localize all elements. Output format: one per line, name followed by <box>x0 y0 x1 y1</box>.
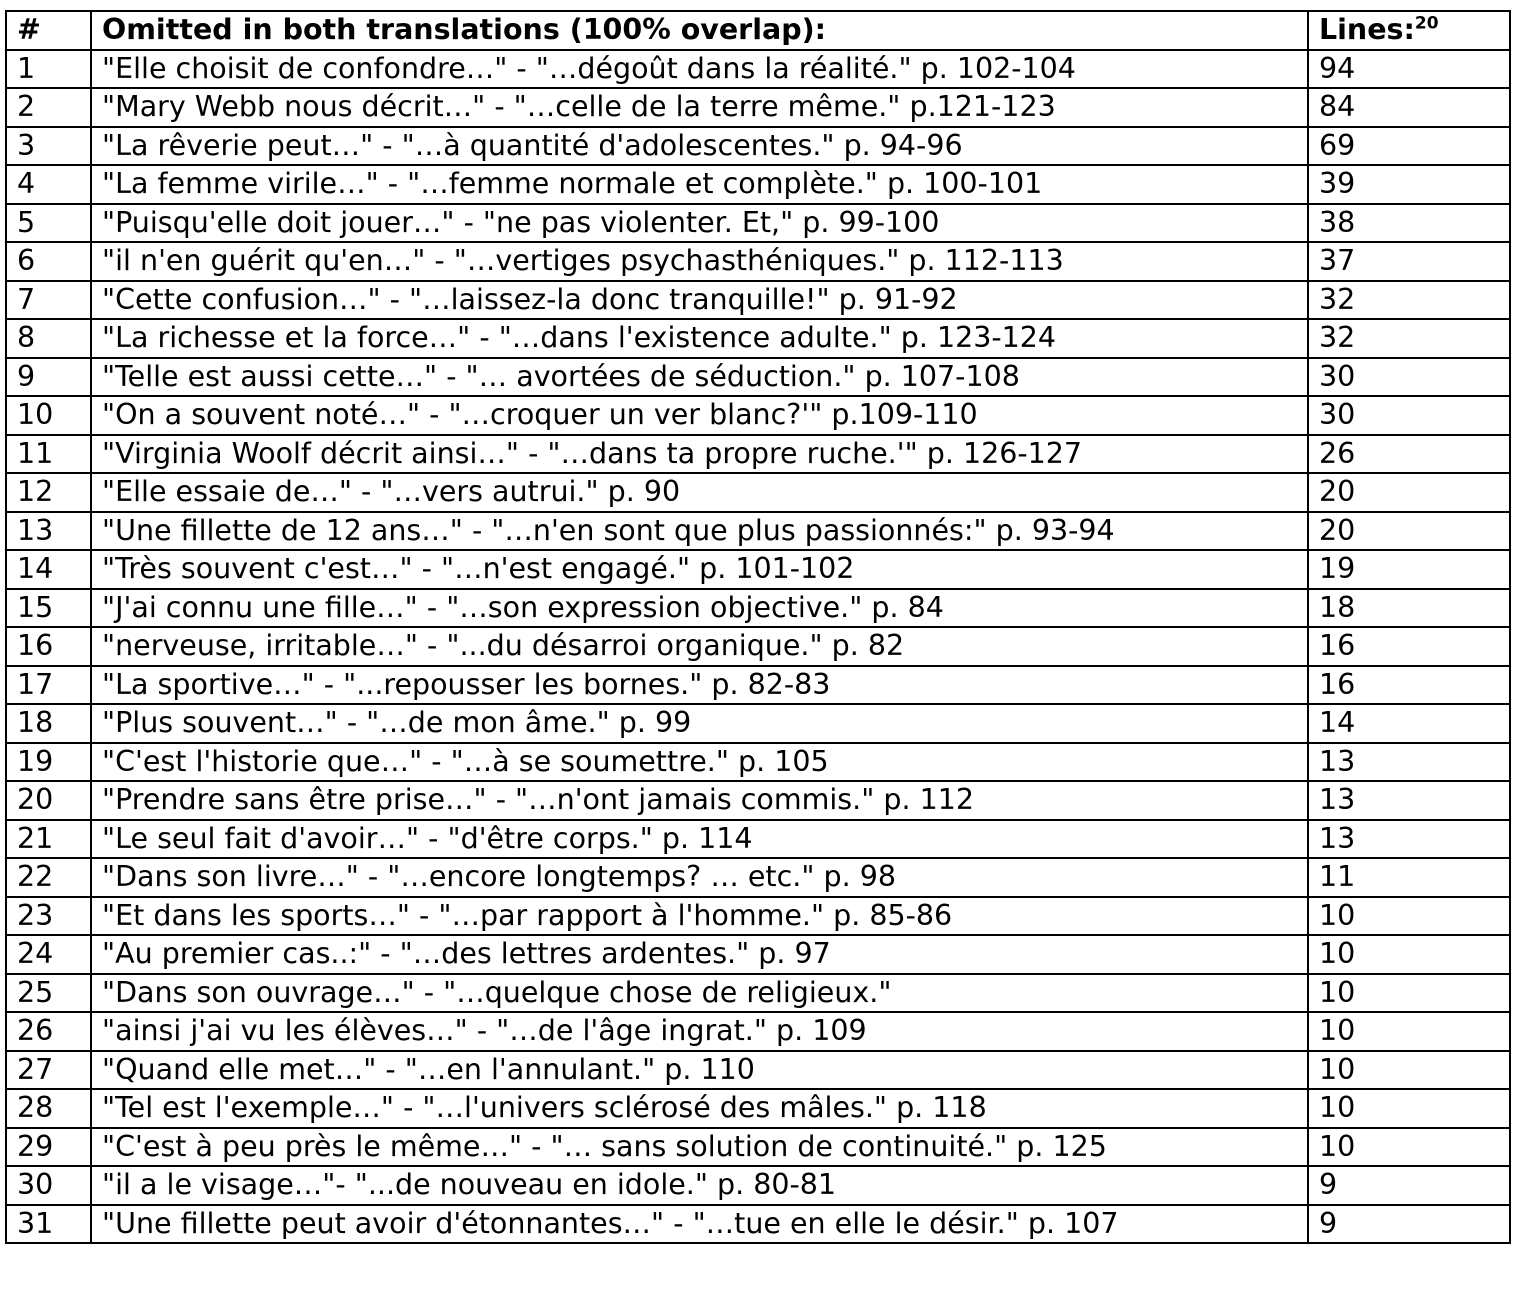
row-number: 11 <box>6 435 91 474</box>
omitted-passage: "Prendre sans être prise…" - "…n'ont jamais commis." p. 112 <box>91 781 1308 820</box>
omitted-passage: "Le seul fait d'avoir…" - "d'être corps." p. 114 <box>91 820 1308 859</box>
omitted-passage: "La richesse et la force…" - "…dans l'existence adulte." p. 123-124 <box>91 319 1308 358</box>
row-number: 3 <box>6 127 91 166</box>
line-count: 20 <box>1308 473 1510 512</box>
omitted-passage: "La sportive…" - "...repousser les bornes." p. 82-83 <box>91 666 1308 705</box>
row-number: 24 <box>6 935 91 974</box>
table-row <box>6 666 1510 705</box>
line-count: 18 <box>1308 589 1510 628</box>
line-count: 39 <box>1308 165 1510 204</box>
omitted-passage: "il a le visage…"- "...de nouveau en idole." p. 80-81 <box>91 1166 1308 1205</box>
row-number: 9 <box>6 358 91 397</box>
row-number: 5 <box>6 204 91 243</box>
table-row <box>6 897 1510 936</box>
omitted-passage: "Mary Webb nous décrit…" - "…celle de la terre même." p.121-123 <box>91 88 1308 127</box>
table-row <box>6 1089 1510 1128</box>
omitted-passage: "Elle choisit de confondre…" - "…dégoût dans la réalité." p. 102-104 <box>91 50 1308 89</box>
line-count: 13 <box>1308 820 1510 859</box>
table-row <box>6 1012 1510 1051</box>
table-row <box>6 1166 1510 1205</box>
line-count: 9 <box>1308 1166 1510 1205</box>
line-count: 16 <box>1308 627 1510 666</box>
table-row <box>6 1128 1510 1167</box>
line-count: 10 <box>1308 897 1510 936</box>
line-count: 10 <box>1308 1012 1510 1051</box>
header-lines-label: Lines: <box>1319 13 1415 47</box>
omitted-passage: "Une fillette de 12 ans…" - "…n'en sont que plus passionnés:" p. 93-94 <box>91 512 1308 551</box>
row-number: 13 <box>6 512 91 551</box>
table-row <box>6 88 1510 127</box>
line-count: 30 <box>1308 358 1510 397</box>
row-number: 22 <box>6 858 91 897</box>
table-row <box>6 704 1510 743</box>
table-row <box>6 396 1510 435</box>
line-count: 16 <box>1308 666 1510 705</box>
omitted-passage: "On a souvent noté…" - "…croquer un ver blanc?'" p.109-110 <box>91 396 1308 435</box>
line-count: 10 <box>1308 935 1510 974</box>
row-number: 6 <box>6 242 91 281</box>
line-count: 13 <box>1308 743 1510 782</box>
row-number: 23 <box>6 897 91 936</box>
omitted-passage: "Plus souvent…" - "…de mon âme." p. 99 <box>91 704 1308 743</box>
table-row <box>6 935 1510 974</box>
row-number: 30 <box>6 1166 91 1205</box>
line-count: 14 <box>1308 704 1510 743</box>
table-row <box>6 165 1510 204</box>
row-number: 20 <box>6 781 91 820</box>
line-count: 32 <box>1308 319 1510 358</box>
omitted-passage: "nerveuse, irritable…" - "...du désarroi organique." p. 82 <box>91 627 1308 666</box>
omitted-passage: "il n'en guérit qu'en…" - "…vertiges psychasthéniques." p. 112-113 <box>91 242 1308 281</box>
header-lines <box>1308 11 1510 50</box>
omitted-passage: "J'ai connu une fille…" - "…son expression objective." p. 84 <box>91 589 1308 628</box>
row-number: 28 <box>6 1089 91 1128</box>
line-count: 10 <box>1308 1051 1510 1090</box>
table-row <box>6 50 1510 89</box>
omitted-passage: "La femme virile…" - "…femme normale et complète." p. 100-101 <box>91 165 1308 204</box>
table-row <box>6 589 1510 628</box>
omitted-passage: "Puisqu'elle doit jouer…" - "ne pas violenter. Et," p. 99-100 <box>91 204 1308 243</box>
table-row <box>6 242 1510 281</box>
row-number: 4 <box>6 165 91 204</box>
table-row <box>6 974 1510 1013</box>
row-number: 15 <box>6 589 91 628</box>
row-number: 1 <box>6 50 91 89</box>
line-count: 69 <box>1308 127 1510 166</box>
table-row <box>6 512 1510 551</box>
row-number: 16 <box>6 627 91 666</box>
row-number: 8 <box>6 319 91 358</box>
omitted-passage: "Tel est l'exemple…" - "…l'univers sclérosé des mâles." p. 118 <box>91 1089 1308 1128</box>
omitted-passage: "Et dans les sports…" - "…par rapport à l'homme." p. 85-86 <box>91 897 1308 936</box>
line-count: 10 <box>1308 1089 1510 1128</box>
table-row <box>6 358 1510 397</box>
omitted-passage: "La rêverie peut…" - "…à quantité d'adolescentes." p. 94-96 <box>91 127 1308 166</box>
table-row <box>6 1051 1510 1090</box>
row-number: 21 <box>6 820 91 859</box>
table-row <box>6 204 1510 243</box>
omitted-passage: "Cette confusion…" - "…laissez-la donc tranquille!" p. 91-92 <box>91 281 1308 320</box>
omitted-passage: "Dans son ouvrage…" - "…quelque chose de religieux." <box>91 974 1308 1013</box>
table-row <box>6 1205 1510 1244</box>
table-header-row <box>6 11 1510 50</box>
line-count: 26 <box>1308 435 1510 474</box>
line-count: 10 <box>1308 1128 1510 1167</box>
line-count: 38 <box>1308 204 1510 243</box>
table-row <box>6 820 1510 859</box>
table-row <box>6 319 1510 358</box>
row-number: 31 <box>6 1205 91 1244</box>
table-row <box>6 435 1510 474</box>
table-row <box>6 781 1510 820</box>
line-count: 32 <box>1308 281 1510 320</box>
omitted-passage: "C'est à peu près le même…" - "… sans solution de continuité." p. 125 <box>91 1128 1308 1167</box>
row-number: 17 <box>6 666 91 705</box>
table-row <box>6 858 1510 897</box>
table-row <box>6 281 1510 320</box>
footnote-marker: 20 <box>1414 13 1439 34</box>
line-count: 13 <box>1308 781 1510 820</box>
table-row <box>6 550 1510 589</box>
line-count: 9 <box>1308 1205 1510 1244</box>
omitted-passage: "Quand elle met…" - "…en l'annulant." p. 110 <box>91 1051 1308 1090</box>
omitted-passage: "Telle est aussi cette…" - "… avortées de séduction." p. 107-108 <box>91 358 1308 397</box>
line-count: 84 <box>1308 88 1510 127</box>
omitted-passage: "Elle essaie de…" - "…vers autrui." p. 90 <box>91 473 1308 512</box>
table-row <box>6 127 1510 166</box>
row-number: 7 <box>6 281 91 320</box>
row-number: 10 <box>6 396 91 435</box>
row-number: 29 <box>6 1128 91 1167</box>
line-count: 20 <box>1308 512 1510 551</box>
line-count: 30 <box>1308 396 1510 435</box>
row-number: 26 <box>6 1012 91 1051</box>
omitted-passage: "Dans son livre…" - "…encore longtemps? … etc." p. 98 <box>91 858 1308 897</box>
line-count: 37 <box>1308 242 1510 281</box>
omissions-table <box>5 10 1511 1244</box>
row-number: 18 <box>6 704 91 743</box>
row-number: 12 <box>6 473 91 512</box>
table-row <box>6 473 1510 512</box>
line-count: 11 <box>1308 858 1510 897</box>
omitted-passage: "C'est l'historie que…" - "…à se soumettre." p. 105 <box>91 743 1308 782</box>
header-number: # <box>6 11 91 50</box>
line-count: 19 <box>1308 550 1510 589</box>
omitted-passage: "Très souvent c'est…" - "…n'est engagé." p. 101-102 <box>91 550 1308 589</box>
row-number: 14 <box>6 550 91 589</box>
line-count: 94 <box>1308 50 1510 89</box>
header-omitted-passage: Omitted in both translations (100% overlap): <box>91 11 1308 50</box>
table-row <box>6 743 1510 782</box>
row-number: 25 <box>6 974 91 1013</box>
row-number: 2 <box>6 88 91 127</box>
row-number: 19 <box>6 743 91 782</box>
line-count: 10 <box>1308 974 1510 1013</box>
row-number: 27 <box>6 1051 91 1090</box>
table-body <box>6 50 1510 1244</box>
omitted-passage: "Une fillette peut avoir d'étonnantes…" - "…tue en elle le désir." p. 107 <box>91 1205 1308 1244</box>
omitted-passage: "Au premier cas..:" - "…des lettres ardentes." p. 97 <box>91 935 1308 974</box>
omitted-passage: "ainsi j'ai vu les élèves…" - "…de l'âge ingrat." p. 109 <box>91 1012 1308 1051</box>
omitted-passage: "Virginia Woolf décrit ainsi…" - "…dans ta propre ruche.'" p. 126-127 <box>91 435 1308 474</box>
table-row <box>6 627 1510 666</box>
